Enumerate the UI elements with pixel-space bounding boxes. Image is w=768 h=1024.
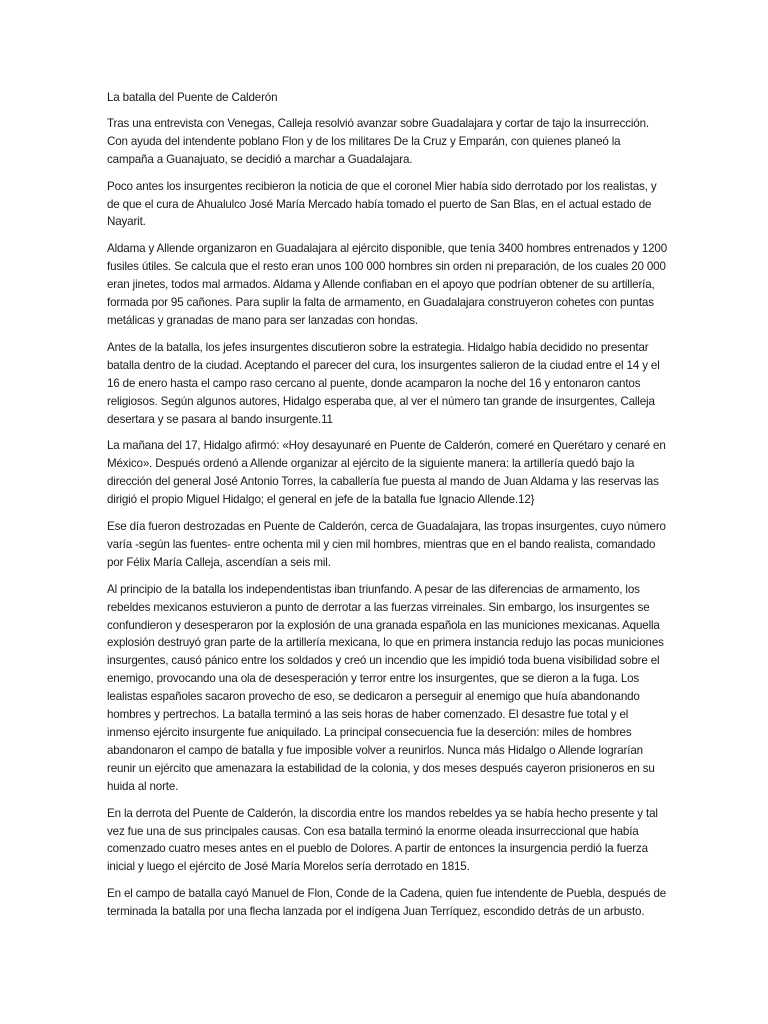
- paragraph-3: Aldama y Allende organizaron en Guadalajara al ejército disponible, que tenía 3400 hombres entrenados y 1200 fusiles útiles. Se calcula que el resto eran unos 100 000 hombres sin orden ni preparación, de los cuales 20 000 eran jinetes, todos mal armados. Aldama y Allende confiaban en el apoyo que podrían obtener de su artillería, formada por 95 cañones. Para suplir la falta de armamento, en Guadalajara construyeron cohetes con puntas metálicas y granadas de mano para ser lanzadas con hondas.: [107, 242, 668, 327]
- paragraph-7: Al principio de la batalla los independentistas iban triunfando. A pesar de las diferencias de armamento, los rebeldes mexicanos estuvieron a punto de derrotar a las fuerzas virreinales. Sin embargo, los insurgentes se confundieron y desesperaron por la explosión de una granada española en las municiones mexicanas. Aquella explosión destruyó gran parte de la artillería mexicana, lo que en primera instancia redujo las pocas municiones insurgentes, causó pánico entre los soldados y creó un incendio que les impidió toda buena visibilidad sobre el enemigo, provocando una ola de desesperación y terror entre los insurgentes, que se dieron a la fuga. Los lealistas españoles sacaron provecho de eso, se dedicaron a perseguir al enemigo que huía abandonando hombres y pertrechos. La batalla terminó a las seis horas de haber comenzado. El desastre fue total y el inmenso ejército insurgente fue aniquilado. La principal consecuencia fue la deserción: miles de hombres abandonaron el campo de batalla y fue imposible volver a reunirlos. Nunca más Hidalgo o Allende lograrían reunir un ejército que amenazara la estabilidad de la colonia, y dos meses después cayeron prisioneros en su huida al norte.: [107, 582, 664, 793]
- paragraph-4: Antes de la batalla, los jefes insurgentes discutieron sobre la estrategia. Hidalgo había decidido no presentar batalla dentro de la ciudad. Aceptando el parecer del cura, los insurgentes salieron de la ciudad entre el 14 y el 16 de enero hasta el campo raso cercano al puente, donde acamparon la noche del 16 y entonaron cantos religiosos. Según algunos autores, Hidalgo esperaba que, al ver el número tan grande de insurgentes, Calleja desertara y se pasara al bando insurgente.11: [107, 340, 660, 426]
- paragraph-9: En el campo de batalla cayó Manuel de Flon, Conde de la Cadena, quien fue intendente de Puebla, después de terminada la batalla por una flecha lanzada por el indígena Juan Terríquez, escondido detrás de un arbusto.: [107, 887, 667, 919]
- document-title: La batalla del Puente de Calderón: [107, 91, 278, 104]
- paragraph-2: Poco antes los insurgentes recibieron la noticia de que el coronel Mier había sido derrotado por los realistas, y de que el cura de Ahualulco José María Mercado había tomado el puerto de San Blas, en el actual estado de Nayarit.: [107, 179, 657, 229]
- document-body: [107, 89, 667, 930]
- paragraph-5: La mañana del 17, Hidalgo afirmó: «Hoy desayunaré en Puente de Calderón, comeré en Querétaro y cenaré en México». Después ordenó a Allende organizar al ejército de la siguiente manera: la artillería quedó bajo la dirección del general José Antonio Torres, la caballería fue puesta al mando de Juan Aldama y las reservas las dirigió el propio Miguel Hidalgo; el general en jefe de la batalla fue Ignacio Allende.12}: [107, 439, 666, 507]
- paragraph-8: En la derrota del Puente de Calderón, la discordia entre los mandos rebeldes ya se había hecho presente y tal vez fue una de sus principales causas. Con esa batalla terminó la enorme oleada insurreccional que había comenzado cuatro meses antes en el pueblo de Dolores. A partir de entonces la insurgencia perdió la fuerza inicial y luego el ejército de José María Morelos sería derrotado en 1815.: [107, 806, 658, 874]
- paragraph-1: Tras una entrevista con Venegas, Calleja resolvió avanzar sobre Guadalajara y cortar de tajo la insurrección. Con ayuda del intendente poblano Flon y de los militares De la Cruz y Emparán, con quienes planeó la campaña a Guanajuato, se decidió a marchar a Guadalajara.: [107, 116, 649, 166]
- paragraph-6: Ese día fueron destrozadas en Puente de Calderón, cerca de Guadalajara, las tropas insurgentes, cuyo número varía -según las fuentes- entre ochenta mil y cien mil hombres, mientras que en el bando realista, comandado por Félix María Calleja, ascendían a seis mil.: [107, 520, 666, 569]
